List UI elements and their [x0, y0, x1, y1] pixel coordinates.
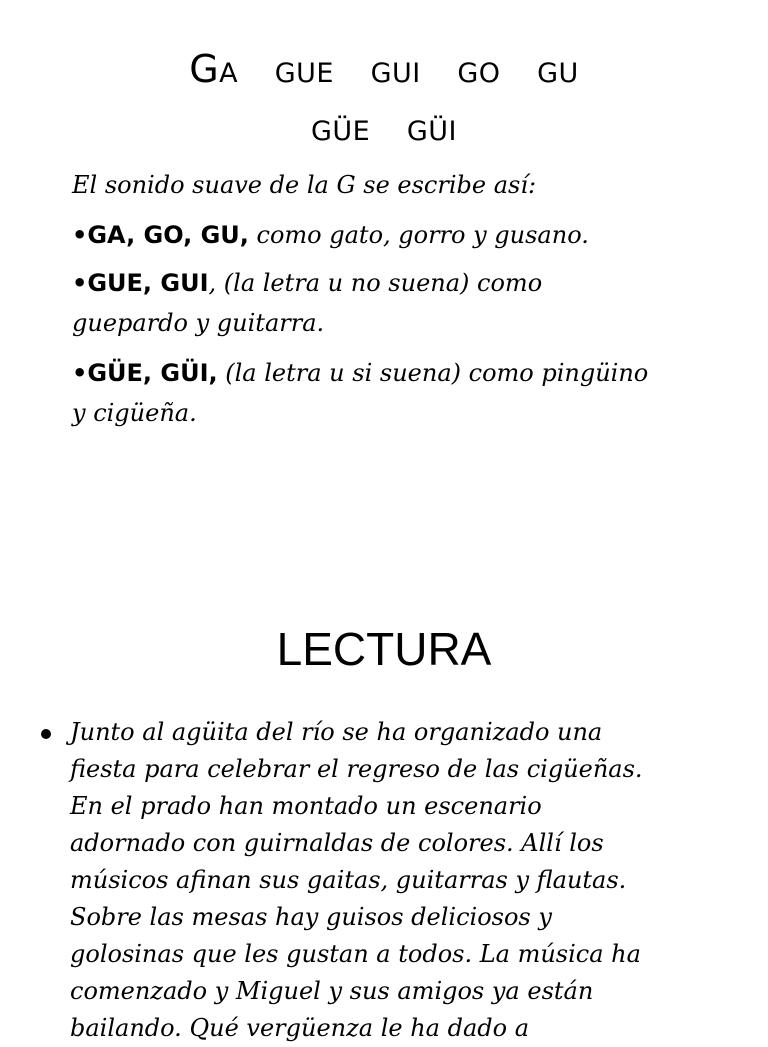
title-syllable-guei: güi	[406, 105, 457, 149]
reading-line: comenzado y Miguel y sus amigos ya están	[70, 977, 594, 1005]
rule-1-examples: como gato, gorro y gusano.	[248, 221, 589, 249]
rule-2-continuation: guepardo y guitarra.	[72, 309, 325, 337]
rule-3-syllables: GÜE, GÜI,	[87, 359, 218, 387]
rule-3-bullet: •	[72, 359, 88, 387]
reading-bullet-icon	[41, 729, 51, 739]
title-syllable-guee: güe	[311, 105, 371, 149]
rule-1-syllables: GA, GO, GU,	[87, 221, 249, 249]
rule-2-syllables: GUE, GUI	[87, 269, 209, 297]
title-syllable-gue: gue	[274, 47, 334, 91]
page-title-line-1	[0, 46, 768, 92]
rule-gue-gui	[72, 268, 728, 298]
reading-paragraph	[70, 714, 760, 1047]
reading-line: adornado con guirnaldas de colores. Allí los	[70, 829, 604, 857]
rule-2-bullet: •	[72, 269, 88, 297]
rule-3-continuation: y cigüeña.	[72, 399, 197, 427]
section-title-lectura: LECTURA	[276, 623, 492, 675]
reading-line: Sobre las mesas hay guisos deliciosos y	[70, 903, 552, 931]
rule-ga-go-gu	[72, 220, 728, 250]
title-syllable-gu: gu	[537, 47, 579, 91]
reading-line: Junto al agüita del río se ha organizado una	[70, 718, 603, 746]
page-title-line-2	[0, 104, 768, 150]
title-syllable-go: go	[457, 47, 501, 91]
reading-line: golosinas que les gustan a todos. La música ha	[70, 940, 641, 968]
rule-3-examples: (la letra u si suena) como pingüino	[217, 359, 649, 387]
reading-line: fiesta para celebrar el regreso de las cigüeñas.	[70, 755, 643, 783]
reading-line: músicos afinan sus gaitas, guitarras y flautas.	[70, 866, 627, 894]
reading-line: bailando. Qué vergüenza le ha dado a	[70, 1014, 530, 1042]
intro-text: El sonido suave de la G se escribe así:	[72, 171, 537, 199]
rule-guee-guei	[72, 358, 728, 388]
rule-2-examples: , (la letra u no suena) como	[208, 269, 543, 297]
title-syllable-gui: gui	[370, 47, 421, 91]
rule-1-bullet: •	[72, 221, 88, 249]
title-syllable-ga: Ga	[189, 47, 239, 91]
reading-line: En el prado han montado un escenario	[70, 792, 542, 820]
